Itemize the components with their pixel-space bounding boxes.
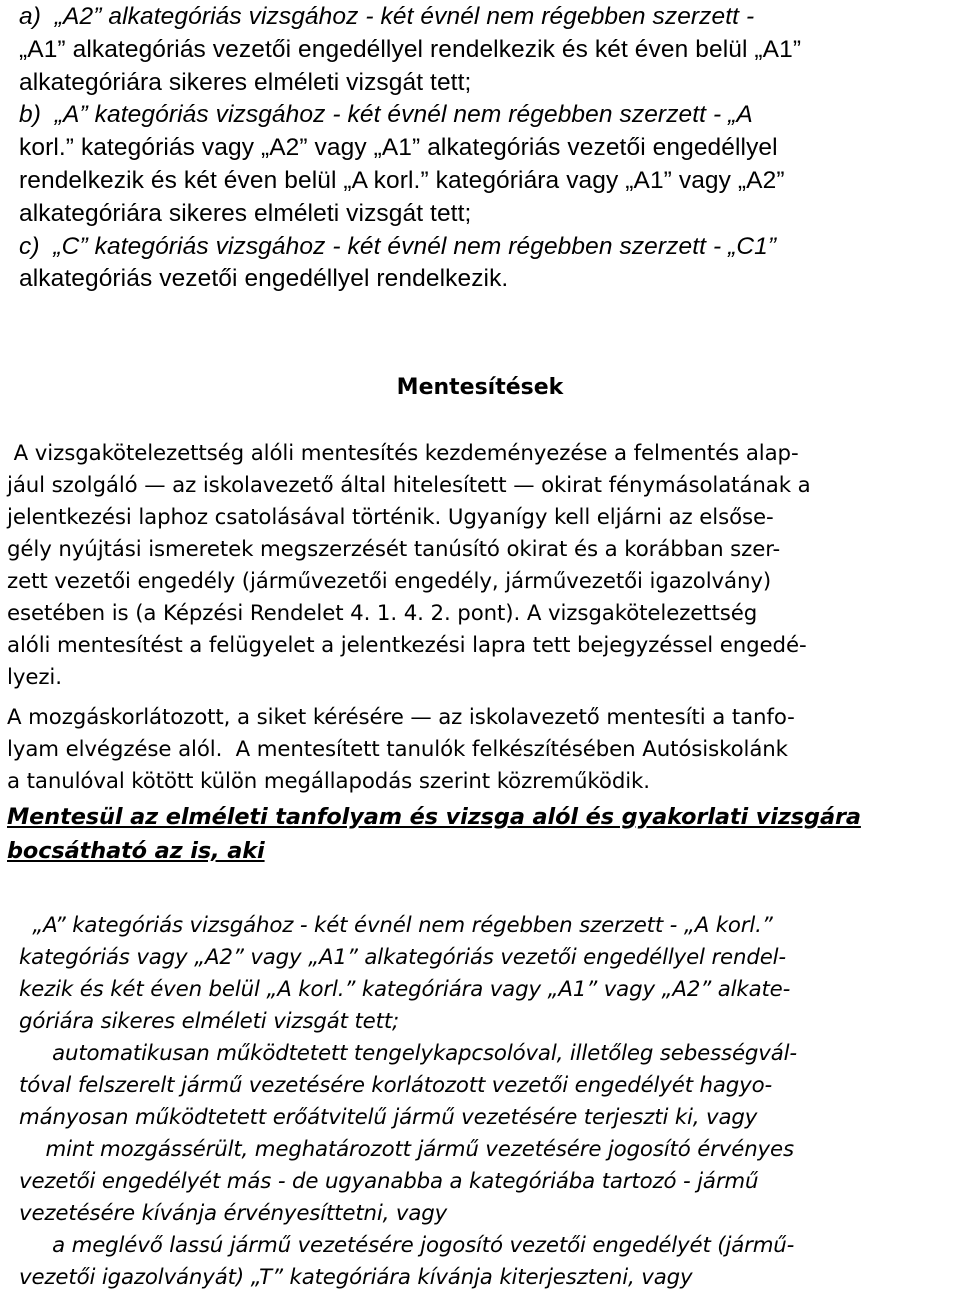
paragraph-line: esetében is (a Képzési Rendelet 4. 1. 4. 2. pont). A vizsgakötelezettség bbox=[7, 601, 758, 626]
list-line: automatikusan működtetett tengelykapcsolóval, illetőleg sebességvál- bbox=[19, 1041, 797, 1066]
subheading-line: Mentesül az elméleti tanfolyam és vizsga alól és gyakorlati vizsgára bbox=[7, 804, 861, 830]
list-line: kezik és két éven belül „A korl.” kategóriára vagy „A1” vagy „A2” alkate- bbox=[19, 977, 791, 1002]
paragraph-line: gély nyújtási ismeretek megszerzését tanúsító okirat és a korábban szer- bbox=[7, 537, 781, 562]
exempt-subheading bbox=[7, 801, 932, 871]
list-line: a meglévő lassú jármű vezetésére jogosító vezetői engedélyét (jármű- bbox=[19, 1233, 795, 1258]
category-conditions-list bbox=[19, 0, 944, 300]
list-line: vezetői igazolványát) „T” kategóriára kívánja kiterjeszteni, vagy bbox=[19, 1265, 693, 1290]
list-line: góriára sikeres elméleti vizsgát tett; bbox=[19, 1009, 400, 1034]
list-line: alkategóriára sikeres elméleti vizsgát tett; bbox=[19, 69, 472, 96]
exemptions-paragraph bbox=[7, 438, 932, 698]
list-line: alkategóriás vezetői engedéllyel rendelkezik. bbox=[19, 265, 509, 292]
paragraph-line: A vizsgakötelezettség alóli mentesítés kezdeményezése a felmentés alap- bbox=[7, 441, 799, 466]
exempt-conditions-list bbox=[19, 910, 944, 1305]
list-line: b) „A” kategóriás vizsgához - két évnél nem régebben szerzett - „A bbox=[19, 101, 753, 128]
paragraph-line: a tanulóval kötött külön megállapodás szerint közreműködik. bbox=[7, 769, 650, 794]
list-line: a) „A2” alkategóriás vizsgához - két évnél nem régebben szerzett - bbox=[19, 3, 755, 30]
paragraph-line: jául szolgáló — az iskolavezető által hitelesített — okirat fénymásolatának a bbox=[7, 473, 811, 498]
disabled-paragraph bbox=[7, 702, 932, 802]
list-line: „A1” alkategóriás vezetői engedéllyel rendelkezik és két éven belül „A1” bbox=[19, 36, 802, 63]
list-line: kategóriás vagy „A2” vagy „A1” alkategóriás vezetői engedéllyel rendel- bbox=[19, 945, 786, 970]
subheading-line: bocsátható az is, aki bbox=[7, 838, 265, 864]
list-line: c) „C” kategóriás vizsgához - két évnél nem régebben szerzett - „C1” bbox=[19, 233, 777, 260]
paragraph-line: zett vezetői engedély (járművezetői engedély, járművezetői igazolvány) bbox=[7, 569, 772, 594]
list-line: tóval felszerelt jármű vezetésére korlátozott vezetői engedélyét hagyo- bbox=[19, 1073, 773, 1098]
section-heading: Mentesítések bbox=[396, 375, 564, 400]
paragraph-line: lyam elvégzése alól. A mentesített tanulók felkészítésében Autósiskolánk bbox=[7, 737, 788, 762]
list-line: vezetői engedélyét más - de ugyanabba a kategóriába tartozó - jármű bbox=[19, 1169, 759, 1194]
paragraph-line: jelentkezési laphoz csatolásával történik. Ugyanígy kell eljárni az elsőse- bbox=[7, 505, 774, 530]
list-line: alkategóriára sikeres elméleti vizsgát tett; bbox=[19, 200, 472, 227]
list-line: „A” kategóriás vizsgához - két évnél nem régebben szerzett - „A korl.” bbox=[19, 913, 773, 938]
paragraph-line: alóli mentesítést a felügyelet a jelentkezési lapra tett bejegyzéssel engedé- bbox=[7, 633, 807, 658]
list-line: mányosan működtetett erőátvitelű jármű vezetésére terjeszti ki, vagy bbox=[19, 1105, 758, 1130]
list-line: rendelkezik és két éven belül „A korl.” kategóriára vagy „A1” vagy „A2” bbox=[19, 167, 785, 194]
list-line: mint mozgássérült, meghatározott jármű vezetésére jogosító érvényes bbox=[19, 1137, 794, 1162]
paragraph-line: lyezi. bbox=[7, 665, 62, 690]
paragraph-line: A mozgáskorlátozott, a siket kérésére — az iskolavezető mentesíti a tanfo- bbox=[7, 705, 795, 730]
list-line: korl.” kategóriás vagy „A2” vagy „A1” alkategóriás vezetői engedéllyel bbox=[19, 134, 778, 161]
list-line: vezetésére kívánja érvényesíttetni, vagy bbox=[19, 1201, 448, 1226]
